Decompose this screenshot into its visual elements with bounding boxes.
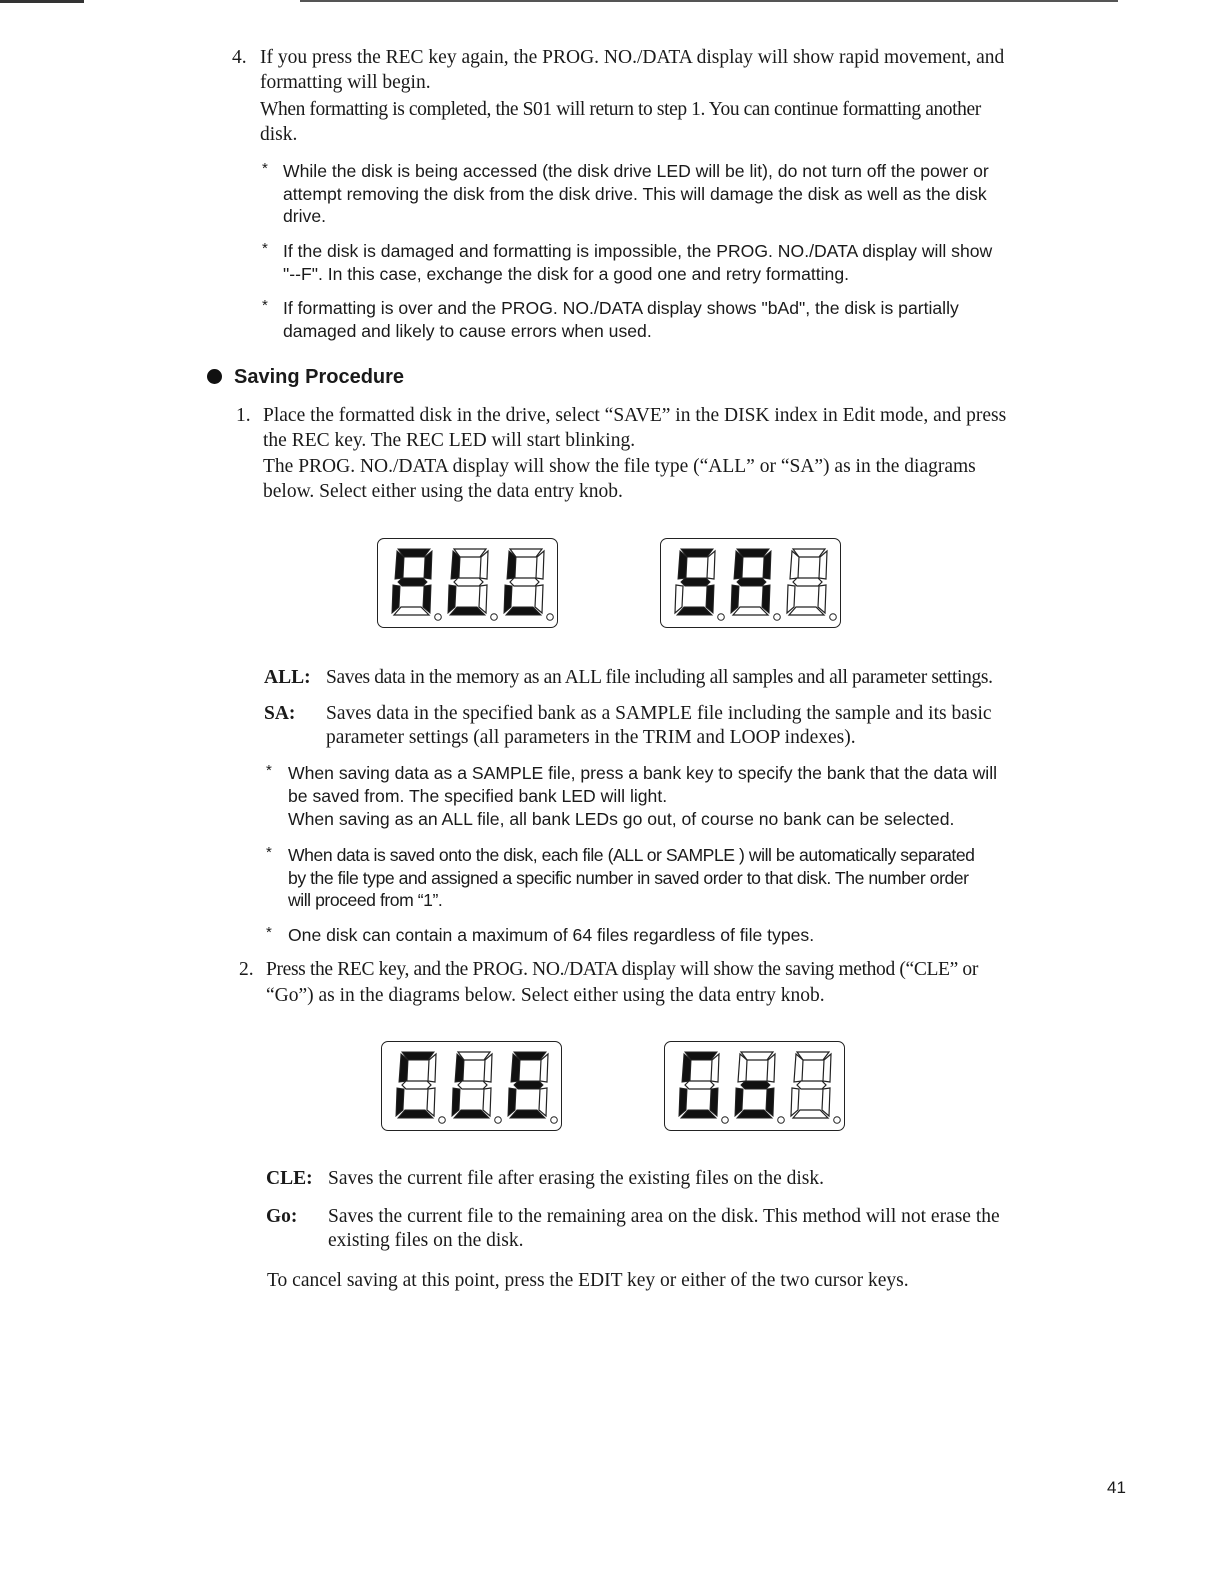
lit-segment (741, 1081, 770, 1089)
unlit-segment (797, 1081, 826, 1089)
method-line: existing files on the disk. (328, 1230, 524, 1251)
step-4-number: 4. (232, 47, 247, 68)
note-line: When data is saved onto the disk, each file (ALL or SAMPLE ) will be automatically separated (288, 845, 975, 865)
note-line: When saving as an ALL file, all bank LEDs go out, of course no bank can be selected. (288, 809, 955, 829)
unlit-segment (510, 578, 539, 586)
note-line: "--F". In this case, exchange the disk for a good one and retry formatting. (283, 263, 850, 284)
method-desc (328, 1205, 1088, 1253)
decimal-point (435, 614, 442, 621)
note-star: * (262, 297, 268, 314)
lit-segment (423, 585, 431, 613)
lit-segment (762, 585, 770, 613)
led-digits (378, 539, 559, 629)
unlit-segment (539, 1088, 547, 1116)
decimal-point (495, 1117, 502, 1124)
note-mid-2 (288, 844, 1088, 912)
unlit-segment (402, 1081, 431, 1089)
lit-segment (766, 1088, 774, 1116)
unlit-segment (793, 578, 822, 586)
scan-mark (0, 0, 84, 3)
step-4-text (260, 46, 1080, 147)
lit-segment (710, 1088, 718, 1116)
cancel-note: To cancel saving at this point, press the EDIT key or either of the two cursor keys. (267, 1270, 909, 1291)
note-star: * (262, 240, 268, 257)
lit-segment (455, 1054, 464, 1082)
led-digits (661, 539, 842, 629)
step-1-number: 1. (236, 405, 251, 426)
note-line: damaged and likely to cause errors when used. (283, 320, 652, 341)
lit-segment (507, 551, 516, 579)
lit-segment (395, 551, 404, 579)
decimal-point (491, 614, 498, 621)
note-line: One disk can contain a maximum of 64 files regardless of file types. (288, 925, 815, 945)
decimal-point (547, 614, 554, 621)
unlit-segment (818, 585, 826, 613)
step-1-line: The PROG. NO./DATA display will show the file type (“ALL” or “SA”) as in the diagrams (263, 456, 976, 477)
led-display-cle (381, 1041, 562, 1131)
unlit-segment (790, 551, 799, 579)
decimal-point (778, 1117, 785, 1124)
file-type-term: ALL: (264, 667, 311, 688)
page-number: 41 (1107, 1478, 1126, 1497)
lit-segment (734, 551, 743, 579)
lit-segment (706, 585, 714, 613)
top-rule (300, 0, 1118, 2)
step-2-number: 2. (239, 959, 254, 980)
note-top-2 (283, 240, 1083, 285)
lit-segment (681, 578, 710, 586)
unlit-segment (535, 585, 543, 613)
unlit-segment (685, 1081, 714, 1089)
unlit-segment (454, 578, 483, 586)
step-2-line: Press the REC key, and the PROG. NO./DATA display will show the saving method (“CLE” or (266, 959, 978, 980)
method-line: Saves the current file to the remaining area on the disk. This method will not erase the (328, 1206, 1000, 1227)
step-4-line: When formatting is completed, the S01 will return to step 1. You can continue formatting another (260, 99, 981, 120)
note-line: will proceed from “1”. (288, 890, 443, 910)
note-line: drive. (283, 206, 327, 226)
step-1-line: below. Select either using the data entry knob. (263, 481, 623, 502)
step-2-line: “Go”) as in the diagrams below. Select either using the data entry knob. (266, 985, 825, 1006)
section-heading (207, 364, 404, 390)
note-mid-1 (288, 762, 1088, 831)
note-top-3 (283, 297, 1083, 342)
decimal-point (830, 614, 837, 621)
note-line: attempt removing the disk from the disk drive. This will damage the disk as well as the disk (283, 183, 987, 204)
led-display-all (377, 538, 558, 628)
section-title: Saving Procedure (234, 366, 405, 388)
note-star: * (266, 924, 272, 941)
file-type-line: parameter settings (all parameters in the TRIM and LOOP indexes). (326, 727, 856, 748)
note-line: by the file type and assigned a specific number in saved order to that disk. The number order (288, 867, 969, 888)
decimal-point (718, 614, 725, 621)
method-desc (328, 1167, 1088, 1191)
lit-segment (399, 1054, 408, 1082)
led-digits (382, 1042, 563, 1132)
led-display-sa (660, 538, 841, 628)
decimal-point (722, 1117, 729, 1124)
unlit-segment (738, 1054, 747, 1082)
method-term: Go: (266, 1206, 298, 1227)
unlit-segment (483, 1088, 491, 1116)
lit-segment (682, 1054, 691, 1082)
lit-segment (737, 578, 766, 586)
step-1-line: Place the formatted disk in the drive, select “SAVE” in the DISK index in Edit mode, and press (263, 405, 1007, 426)
decimal-point (551, 1117, 558, 1124)
lit-segment (514, 1081, 543, 1089)
step-4-line: formatting will begin. (260, 72, 431, 93)
note-star: * (262, 160, 268, 177)
note-line: If the disk is damaged and formatting is impossible, the PROG. NO./DATA display will show (283, 241, 993, 261)
lit-segment (678, 551, 687, 579)
step-4-line: disk. (260, 124, 298, 145)
led-digits (665, 1042, 846, 1132)
file-type-desc (326, 666, 1086, 690)
lit-segment (451, 551, 460, 579)
lit-segment (511, 1054, 520, 1082)
step-2-text (266, 958, 1086, 1008)
unlit-segment (427, 1088, 435, 1116)
note-line: While the disk is being accessed (the disk drive LED will be lit), do not turn off the power or (283, 161, 989, 181)
note-star: * (266, 762, 272, 779)
decimal-point (774, 614, 781, 621)
unlit-segment (794, 1054, 803, 1082)
lit-segment (398, 578, 427, 586)
decimal-point (439, 1117, 446, 1124)
file-type-desc (326, 702, 1086, 750)
note-line: be saved from. The specified bank LED will light. (288, 785, 668, 806)
note-star: * (266, 844, 272, 861)
step-1-text (263, 404, 1083, 504)
unlit-segment (822, 1088, 830, 1116)
step-4-line: If you press the REC key again, the PROG. NO./DATA display will show rapid movement, and (260, 47, 1005, 68)
note-line: When saving data as a SAMPLE file, press a bank key to specify the bank that the data will (288, 763, 998, 783)
step-1-line: the REC key. The REC LED will start blinking. (263, 430, 636, 451)
file-type-term: SA: (264, 703, 296, 724)
decimal-point (834, 1117, 841, 1124)
file-type-line: Saves data in the specified bank as a SAMPLE file including the sample and its basic (326, 703, 992, 724)
method-line: Saves the current file after erasing the existing files on the disk. (328, 1168, 825, 1189)
method-term: CLE: (266, 1168, 313, 1189)
note-mid-3 (288, 924, 1088, 947)
note-top-1 (283, 160, 1083, 228)
unlit-segment (458, 1081, 487, 1089)
note-line: If formatting is over and the PROG. NO./DATA display shows "bAd", the disk is partially (283, 298, 959, 318)
bullet-icon (207, 369, 222, 384)
file-type-line: Saves data in the memory as an ALL file including all samples and all parameter settings. (326, 667, 993, 688)
led-display-go (664, 1041, 845, 1131)
unlit-segment (479, 585, 487, 613)
